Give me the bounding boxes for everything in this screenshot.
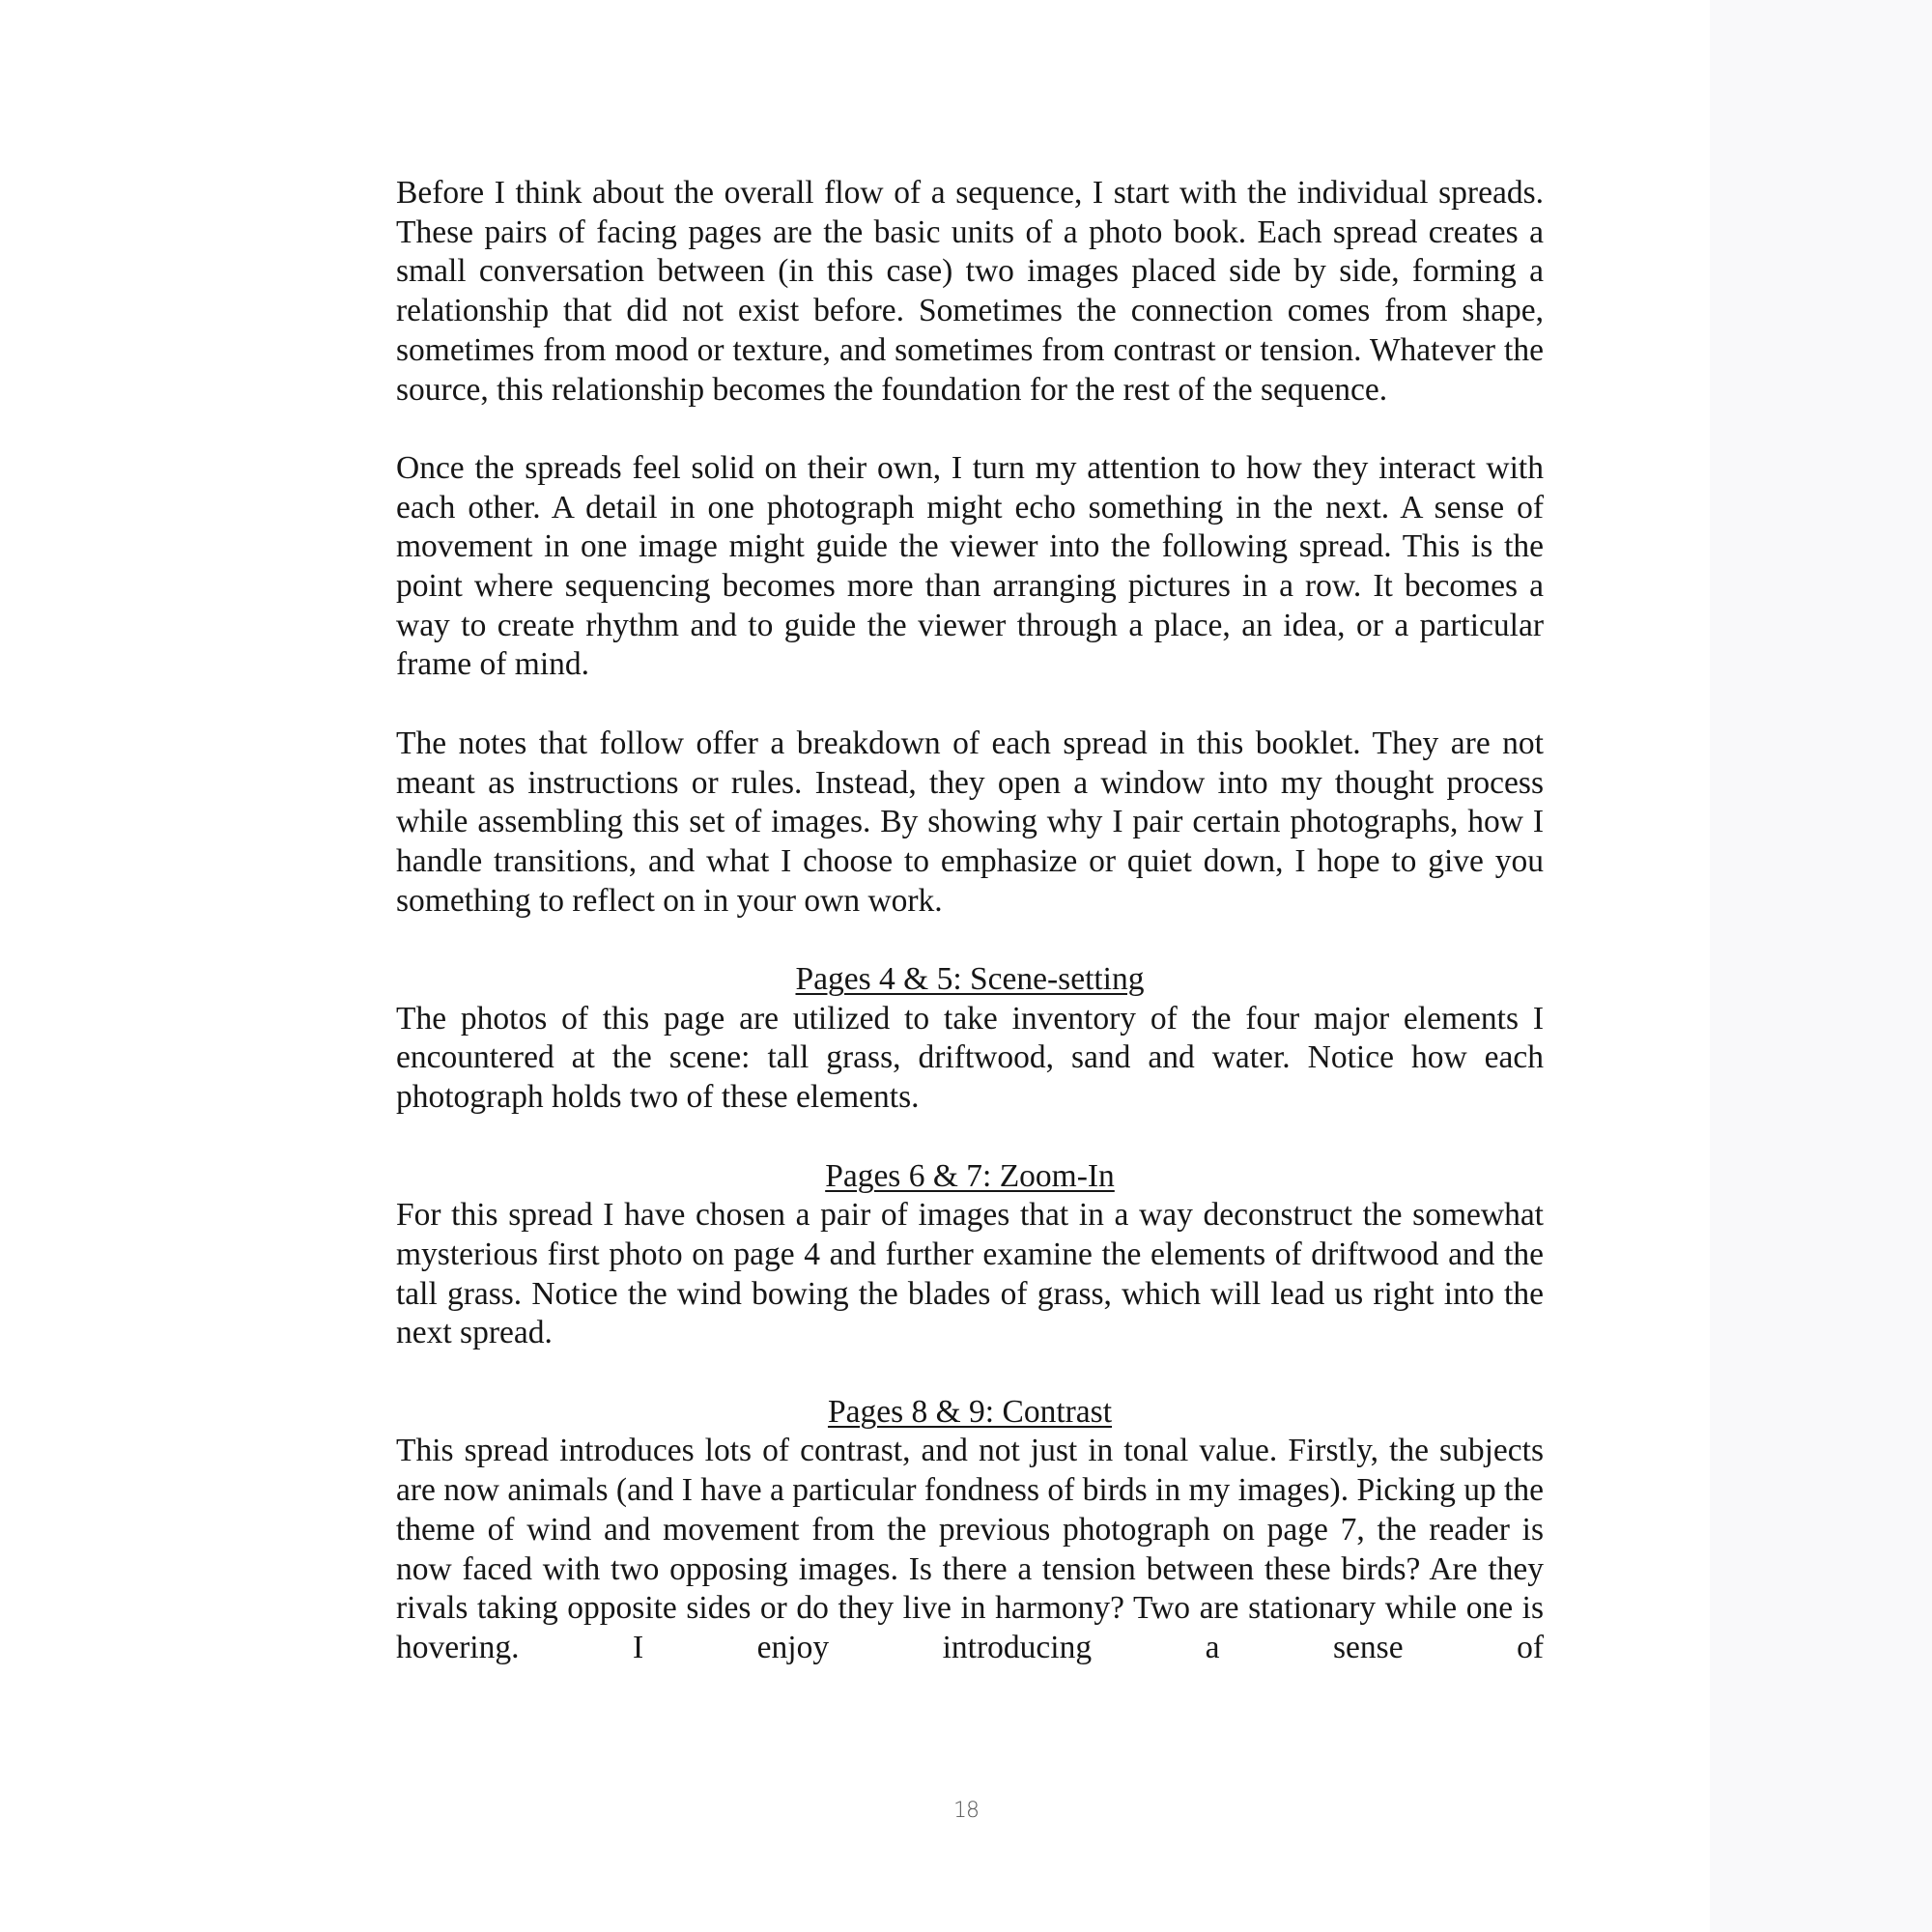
page-edge	[1710, 0, 1932, 1932]
section-contrast	[396, 1393, 1544, 1668]
paragraph-interaction: Once the spreads feel solid on their own, I turn my attention to how they interact with each other. A detail in one photograph might echo something in the next. A sense of movement in one image might guide the viewer into the following spread. This is the point where sequencing becomes more than arranging pictures in a row. It becomes a way to create rhythm and to guide the viewer through a place, an idea, or a particular frame of mind.	[396, 449, 1544, 683]
section-heading: Pages 8 & 9: Contrast	[827, 1393, 1113, 1430]
section-body: This spread introduces lots of contrast, and not just in tonal value. Firstly, the subjects are now animals (and I have a particular fondness of birds in my images). Picking up the theme of wind and movement from the previous photograph on page 7, the reader is now faced with two opposing images. Is there a tension between these birds? Are they rivals taking opposite sides or do they live in harmony? Two are stationary while one is hovering. I enjoy introducing a sense of	[396, 1433, 1544, 1665]
body-text	[396, 174, 1544, 1707]
page-number: 18	[953, 1799, 979, 1823]
section-zoom-in	[396, 1157, 1544, 1354]
section-heading: Pages 6 & 7: Zoom-In	[825, 1157, 1115, 1194]
paragraph-spreads: Before I think about the overall flow of a sequence, I start with the individual spreads. These pairs of facing pages are the basic units of a photo book. Each spread creates a small conversation between (in this case) two images placed side by side, forming a relationship that did not exist before. Sometimes the connection comes from shape, sometimes from mood or texture, and sometimes from contrast or tension. Whatever the source, this relationship becomes the foundation for the rest of the sequence.	[396, 175, 1544, 408]
section-heading: Pages 4 & 5: Scene-setting	[795, 961, 1145, 998]
paragraph-notes: The notes that follow offer a breakdown of each spread in this booklet. They are not meant as instructions or rules. Instead, they open a window into my thought process while assembling this set of images. By showing why I pair certain photographs, how I handle transitions, and what I choose to emphasize or quiet down, I hope to give you something to reflect on in your own work.	[396, 724, 1544, 919]
section-body: For this spread I have chosen a pair of images that in a way deconstruct the somewhat mysterious first photo on page 4 and further examine the elements of driftwood and the tall grass. Notice the wind bowing the blades of grass, which will lead us right into the next spread.	[396, 1197, 1544, 1351]
section-body: The photos of this page are utilized to take inventory of the four major elements I encountered at the scene: tall grass, driftwood, sand and water. Notice how each photograph holds two of these elements.	[396, 1000, 1544, 1116]
section-scene-setting	[396, 960, 1544, 1118]
